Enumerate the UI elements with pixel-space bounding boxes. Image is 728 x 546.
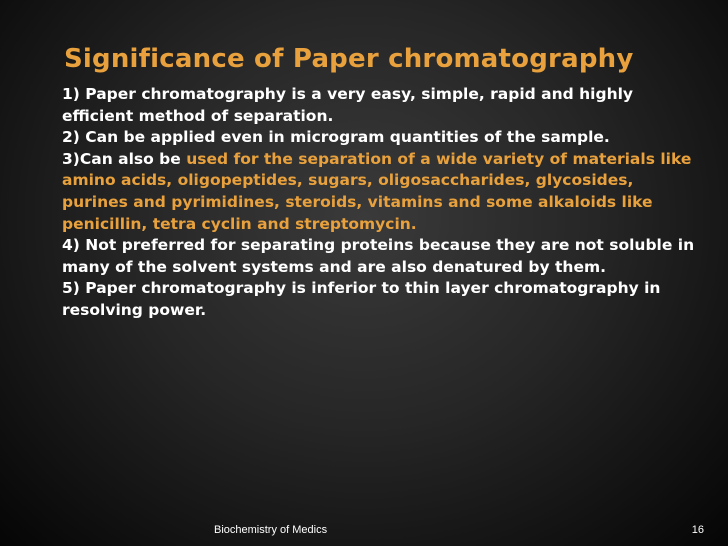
point-3-prefix: 3)Can also be — [62, 149, 187, 168]
point-2: 2) Can be applied even in microgram quantities of the sample. — [62, 128, 610, 147]
point-4: 4) Not preferred for separating proteins because they are not soluble in many of the solvent systems and are also denatured by them. — [62, 236, 695, 276]
point-5: 5) Paper chromatography is inferior to thin layer chromatography in resolving power. — [62, 279, 661, 319]
page-number: 16 — [691, 524, 704, 536]
slide-body — [62, 84, 702, 322]
point-3-highlight: used for the separation of a wide variety of materials like amino acids, oligopeptides, sugars, oligosaccharides, glycosides, purines and pyrimidines, steroids, vitamins and some alkaloids like penicillin, tetra cyclin and streptomycin. — [62, 149, 692, 233]
point-1: 1) Paper chromatography is a very easy, simple, rapid and highly efficient method of separation. — [62, 85, 634, 125]
footer-source: Biochemistry of Medics — [214, 524, 328, 536]
point-3 — [62, 149, 702, 235]
slide-title: Significance of Paper chromatography — [64, 44, 634, 74]
